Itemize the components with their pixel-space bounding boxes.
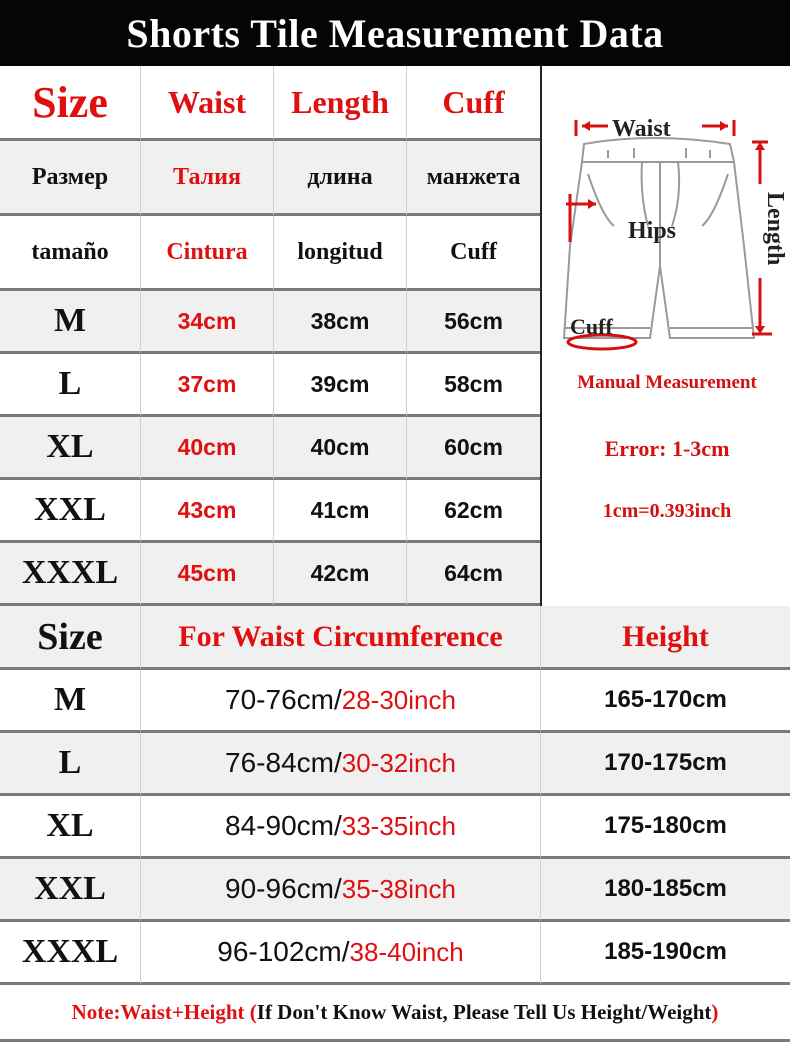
note-close: ) — [711, 1000, 719, 1024]
fit-row-waist: 96-102cm/ 38-40inch — [141, 922, 541, 985]
russian-cuff: манжета — [407, 141, 540, 216]
russian-waist: Талия — [141, 141, 274, 216]
fit-header-height: Height — [541, 606, 790, 670]
table-row-size: XXL — [0, 480, 141, 543]
fit-row-waist: 90-96cm/ 35-38inch — [141, 859, 541, 922]
fit-row-size: M — [0, 670, 141, 733]
error-note: Error: 1-3cm — [604, 436, 730, 461]
shorts-diagram-panel — [540, 66, 790, 606]
spanish-length: longitud — [274, 216, 407, 291]
table-row-length: 40cm — [274, 417, 407, 480]
fit-row-size: XL — [0, 796, 141, 859]
table-row-size: XXXL — [0, 543, 141, 606]
fit-row-size: L — [0, 733, 141, 796]
shorts-diagram — [542, 66, 790, 366]
fit-row-size: XXL — [0, 859, 141, 922]
fit-row-height: 170-175cm — [541, 733, 790, 796]
table-row-cuff: 64cm — [407, 543, 540, 606]
footer-note — [0, 986, 790, 1042]
table-row-length: 42cm — [274, 543, 407, 606]
table-row-cuff: 62cm — [407, 480, 540, 543]
table-row-waist: 40cm — [141, 417, 274, 480]
table-row-waist: 45cm — [141, 543, 274, 606]
table-row-size: L — [0, 354, 141, 417]
table-row-size: XL — [0, 417, 141, 480]
diagram-label-hips: Hips — [628, 218, 677, 244]
table-row-cuff: 58cm — [407, 354, 540, 417]
fit-row-waist: 70-76cm/ 28-30inch — [141, 670, 541, 733]
table-row-cuff: 60cm — [407, 417, 540, 480]
conversion-note: 1cm=0.393inch — [602, 500, 732, 522]
fit-row-height: 165-170cm — [541, 670, 790, 733]
table-row-length: 39cm — [274, 354, 407, 417]
fit-row-waist: 84-90cm/ 33-35inch — [141, 796, 541, 859]
fit-header-size: Size — [0, 606, 141, 670]
header-size: Size — [0, 66, 141, 141]
table-row-waist: 34cm — [141, 291, 274, 354]
manual-measurement-note: Manual Measurement — [577, 372, 757, 393]
table-row-cuff: 56cm — [407, 291, 540, 354]
fit-row-height: 185-190cm — [541, 922, 790, 985]
diagram-label-waist: Waist — [612, 116, 671, 142]
fit-row-size: XXXL — [0, 922, 141, 985]
note-label: Note: — [71, 1000, 121, 1024]
spanish-waist: Cintura — [141, 216, 274, 291]
page-title: Shorts Tile Measurement Data — [0, 0, 790, 66]
table-row-waist: 43cm — [141, 480, 274, 543]
header-cuff: Cuff — [407, 66, 540, 141]
table-row-size: M — [0, 291, 141, 354]
table-row-waist: 37cm — [141, 354, 274, 417]
table-row-length: 41cm — [274, 480, 407, 543]
note-emphasis: Waist+Height ( — [120, 1000, 257, 1024]
measurement-table — [0, 66, 540, 606]
diagram-label-cuff: Cuff — [570, 314, 613, 339]
russian-length: длина — [274, 141, 407, 216]
header-waist: Waist — [141, 66, 274, 141]
russian-size: Размер — [0, 141, 141, 216]
table-row-length: 38cm — [274, 291, 407, 354]
fit-table — [0, 606, 790, 985]
spanish-cuff: Cuff — [407, 216, 540, 291]
fit-row-waist: 76-84cm/ 30-32inch — [141, 733, 541, 796]
fit-header-waist: For Waist Circumference — [141, 606, 541, 670]
fit-row-height: 175-180cm — [541, 796, 790, 859]
spanish-size: tamaño — [0, 216, 141, 291]
diagram-label-length: Length — [762, 192, 788, 266]
header-length: Length — [274, 66, 407, 141]
fit-row-height: 180-185cm — [541, 859, 790, 922]
note-text: If Don't Know Waist, Please Tell Us Height/Weight — [256, 1000, 712, 1024]
